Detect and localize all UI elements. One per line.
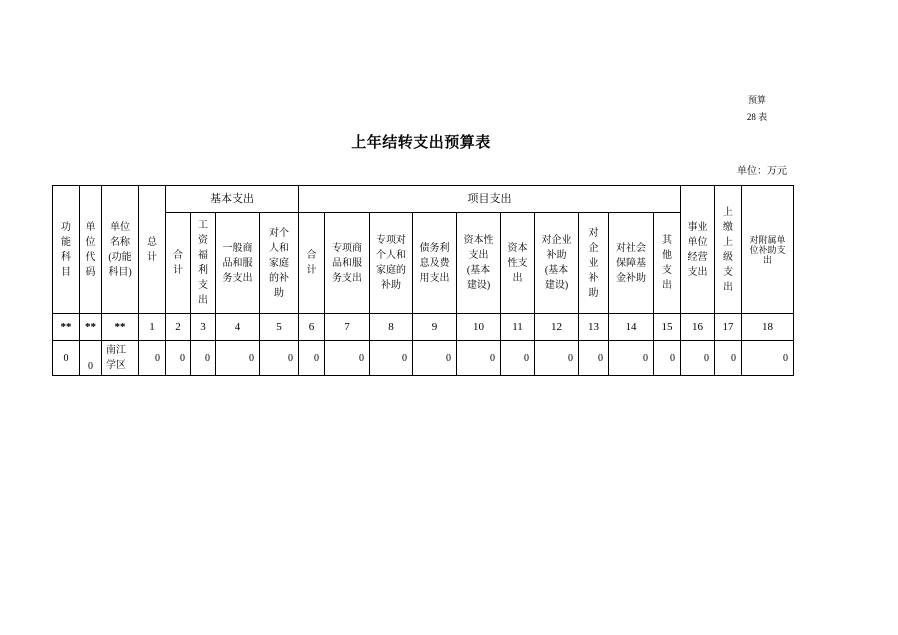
col-index-function-subject: **: [53, 314, 80, 341]
cell-goods-services: 0: [216, 341, 260, 376]
col-index-unit-name: **: [102, 314, 139, 341]
col-header-total: 总 计: [139, 186, 166, 314]
index-row: [53, 314, 794, 341]
col-index-total: 1: [139, 314, 166, 341]
table-row: [53, 341, 794, 376]
cell-remit-to-superior: 0: [715, 341, 742, 376]
col-index-other: 15: [654, 314, 681, 341]
col-index-social-security-fund-subsidy: 14: [609, 314, 654, 341]
col-header-unit-code: 单 位 代 码: [80, 186, 102, 314]
cell-individual-household-subsidy: 0: [260, 341, 299, 376]
group-header-basic-expenditure: 基本支出: [166, 186, 299, 213]
col-header-affiliated-unit-subsidy: 对附属单 位补助支 出: [742, 186, 794, 314]
cell-unit-name: 南江 学区: [102, 341, 139, 376]
col-index-basic-subtotal: 2: [166, 314, 191, 341]
col-header-unit-name: 单位 名称 (功能 科目): [102, 186, 139, 314]
cell-unit-code: 0: [80, 341, 102, 376]
cell-salary-welfare: 0: [191, 341, 216, 376]
unit-label: 单位：万元: [737, 166, 787, 177]
header-row-groups: [53, 186, 794, 213]
col-header-special-individual-household-subsidy: 专项对 个人和 家庭的 补助: [370, 213, 413, 314]
cell-enterprise-subsidy-infrastructure: 0: [535, 341, 579, 376]
col-index-special-individual-household-subsidy: 8: [370, 314, 413, 341]
col-header-project-subtotal: 合 计: [299, 213, 325, 314]
col-index-institution-operating: 16: [681, 314, 715, 341]
budget-tag: [737, 92, 777, 126]
col-index-unit-code: **: [80, 314, 102, 341]
col-header-individual-household-subsidy: 对个 人和 家庭 的补 助: [260, 213, 299, 314]
cell-total: 0: [139, 341, 166, 376]
col-header-special-goods-services: 专项商 品和服 务支出: [325, 213, 370, 314]
col-header-institution-operating: 事业 单位 经营 支出: [681, 186, 715, 314]
col-header-basic-subtotal: 合 计: [166, 213, 191, 314]
col-index-debt-interest: 9: [413, 314, 457, 341]
page-title: 上年结转支出预算表: [351, 135, 491, 151]
cell-debt-interest: 0: [413, 341, 457, 376]
col-header-other: 其 他 支 出: [654, 213, 681, 314]
col-header-function-subject: 功 能 科 目: [53, 186, 80, 314]
col-header-goods-services: 一般商 品和服 务支出: [216, 213, 260, 314]
cell-special-goods-services: 0: [325, 341, 370, 376]
budget-label: 预算: [747, 95, 766, 105]
col-header-remit-to-superior: 上 缴 上 级 支 出: [715, 186, 742, 314]
cell-enterprise-subsidy: 0: [579, 341, 609, 376]
col-index-goods-services: 4: [216, 314, 260, 341]
table-number: 28 表: [746, 112, 768, 122]
col-index-affiliated-unit-subsidy: 18: [742, 314, 794, 341]
cell-special-individual-household-subsidy: 0: [370, 341, 413, 376]
cell-project-subtotal: 0: [299, 341, 325, 376]
cell-institution-operating: 0: [681, 341, 715, 376]
col-header-salary-welfare: 工 资 福 利 支 出: [191, 213, 216, 314]
cell-affiliated-unit-subsidy: 0: [742, 341, 794, 376]
col-header-social-security-fund-subsidy: 对社会 保障基 金补助: [609, 213, 654, 314]
col-index-capital: 11: [501, 314, 535, 341]
col-index-enterprise-subsidy: 13: [579, 314, 609, 341]
budget-table: [52, 185, 794, 376]
col-header-capital: 资本 性支 出: [501, 213, 535, 314]
cell-capital: 0: [501, 341, 535, 376]
group-header-project-expenditure: 项目支出: [299, 186, 681, 213]
col-header-debt-interest: 债务利 息及费 用支出: [413, 213, 457, 314]
col-header-enterprise-subsidy: 对 企 业 补 助: [579, 213, 609, 314]
col-index-enterprise-subsidy-infrastructure: 12: [535, 314, 579, 341]
col-index-individual-household-subsidy: 5: [260, 314, 299, 341]
col-index-capital-infrastructure: 10: [457, 314, 501, 341]
col-index-salary-welfare: 3: [191, 314, 216, 341]
col-index-special-goods-services: 7: [325, 314, 370, 341]
col-header-capital-infrastructure: 资本性 支出 (基本 建设): [457, 213, 501, 314]
col-header-enterprise-subsidy-infrastructure: 对企业 补助 (基本 建设): [535, 213, 579, 314]
cell-capital-infrastructure: 0: [457, 341, 501, 376]
col-index-remit-to-superior: 17: [715, 314, 742, 341]
cell-social-security-fund-subsidy: 0: [609, 341, 654, 376]
col-index-project-subtotal: 6: [299, 314, 325, 341]
cell-function-subject: 0: [53, 341, 80, 376]
cell-basic-subtotal: 0: [166, 341, 191, 376]
cell-other: 0: [654, 341, 681, 376]
